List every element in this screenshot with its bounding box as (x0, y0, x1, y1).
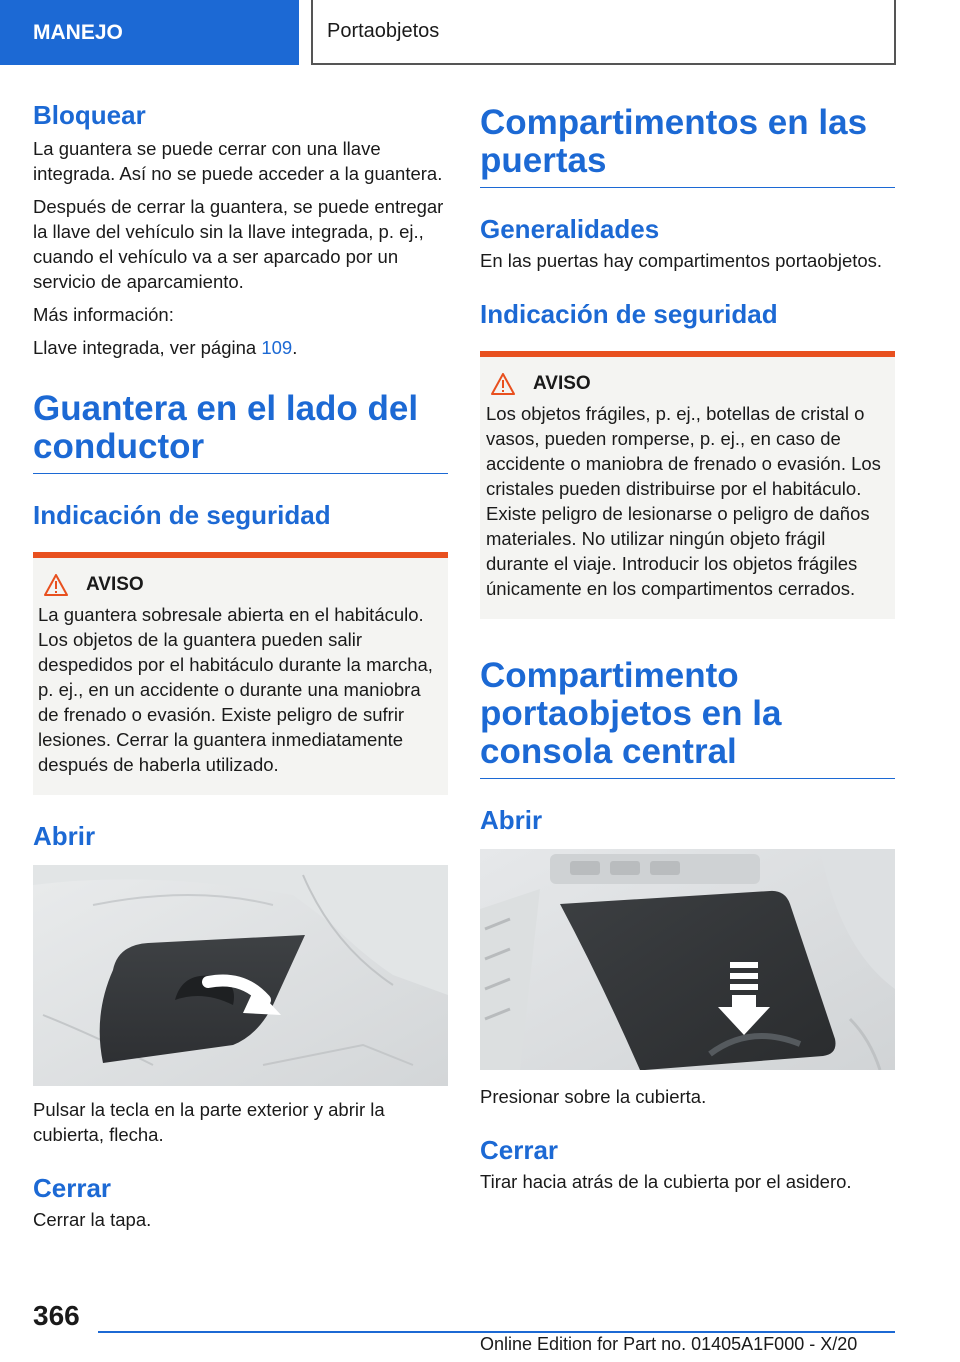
reference-prefix: Llave integrada, ver página (33, 337, 262, 358)
guantera-heading: Guantera en el lado del conductor (33, 390, 448, 474)
section-label: MANEJO (33, 21, 123, 44)
warning-label: AVISO (533, 373, 591, 394)
console-image (480, 849, 895, 1070)
left-column (33, 100, 448, 1240)
abrir-heading: Abrir (33, 821, 96, 851)
abrir-caption: Pulsar la tecla en la parte exterior y abrir la cubierta, flecha. (33, 1099, 385, 1145)
section-tab (0, 0, 299, 65)
warning-header (480, 373, 895, 395)
right-column (480, 104, 895, 1202)
bloquear-paragraph-2: Después de cerrar la guantera, se puede entregar la llave del vehículo sin la llave integrada, p. ej., cuando el vehículo va a ser aparcado por un servicio de aparcamiento. (33, 196, 444, 292)
footer-edition: Online Edition for Part no. 01405A1F000 - X/20 (480, 1334, 858, 1354)
consola-cerrar-heading: Cerrar (480, 1135, 559, 1165)
puertas-heading: Compartimentos en las puertas (480, 104, 895, 188)
warning-label: AVISO (86, 574, 144, 595)
page-title: Portaobjetos (327, 20, 440, 42)
consola-heading: Compartimento portaobjetos en la consola central (480, 657, 895, 779)
glovebox-illustration (33, 865, 448, 1086)
page-reference-link[interactable]: 109 (261, 337, 293, 358)
page-number: 366 (33, 1300, 80, 1331)
cerrar-heading: Cerrar (33, 1173, 112, 1203)
consola-abrir-caption: Presionar sobre la cubierta. (480, 1086, 707, 1107)
header-title-box (311, 0, 896, 65)
generalidades-heading: Generalidades (480, 214, 660, 244)
warning-header (33, 574, 448, 596)
consola-cerrar-text: Tirar hacia atrás de la cubierta por el asidero. (480, 1171, 852, 1192)
bloquear-paragraph-1: La guantera se puede cerrar con una llave integrada. Así no se puede acceder a la guantera. (33, 138, 443, 184)
puertas-safety-heading: Indicación de seguridad (480, 299, 778, 329)
generalidades-text: En las puertas hay compartimentos portaobjetos. (480, 250, 883, 271)
warning-triangle-icon (44, 574, 68, 596)
warning-triangle-icon (491, 373, 515, 395)
footer-divider (98, 1331, 895, 1333)
reference-suffix: . (292, 337, 298, 358)
warning-text: Los objetos frágiles, p. ej., botellas de cristal o vasos, pueden romperse, p. ej., en caso de accidente o maniobra de frenado o evasión. Los cristales pueden distribuirse por el habitáculo. Existe peligro de lesionarse o peligro de daños materiales. No utilizar ningún objeto frágil durante el viaje. Introducir los objetos frágiles únicamente en los compartimentos cerrados. (486, 403, 881, 599)
consola-abrir-heading: Abrir (480, 805, 543, 835)
bloquear-heading: Bloquear (33, 100, 146, 130)
glovebox-image (33, 865, 448, 1086)
bloquear-paragraph-4 (33, 335, 448, 360)
guantera-warning-box (33, 552, 448, 795)
cerrar-text: Cerrar la tapa. (33, 1209, 152, 1230)
console-illustration (480, 849, 895, 1070)
warning-text: La guantera sobresale abierta en el habitáculo. Los objetos de la guantera pueden salir despedidos por el habitáculo durante la marcha, p. ej., en un accidente o durante una maniobra de frenado o evasión. Existe peligro de sufrir lesiones. Cerrar la guantera inmediatamente después de haberla utilizado. (38, 604, 433, 775)
guantera-safety-heading: Indicación de seguridad (33, 500, 331, 530)
puertas-warning-box (480, 351, 895, 619)
bloquear-paragraph-3: Más información: (33, 304, 174, 325)
